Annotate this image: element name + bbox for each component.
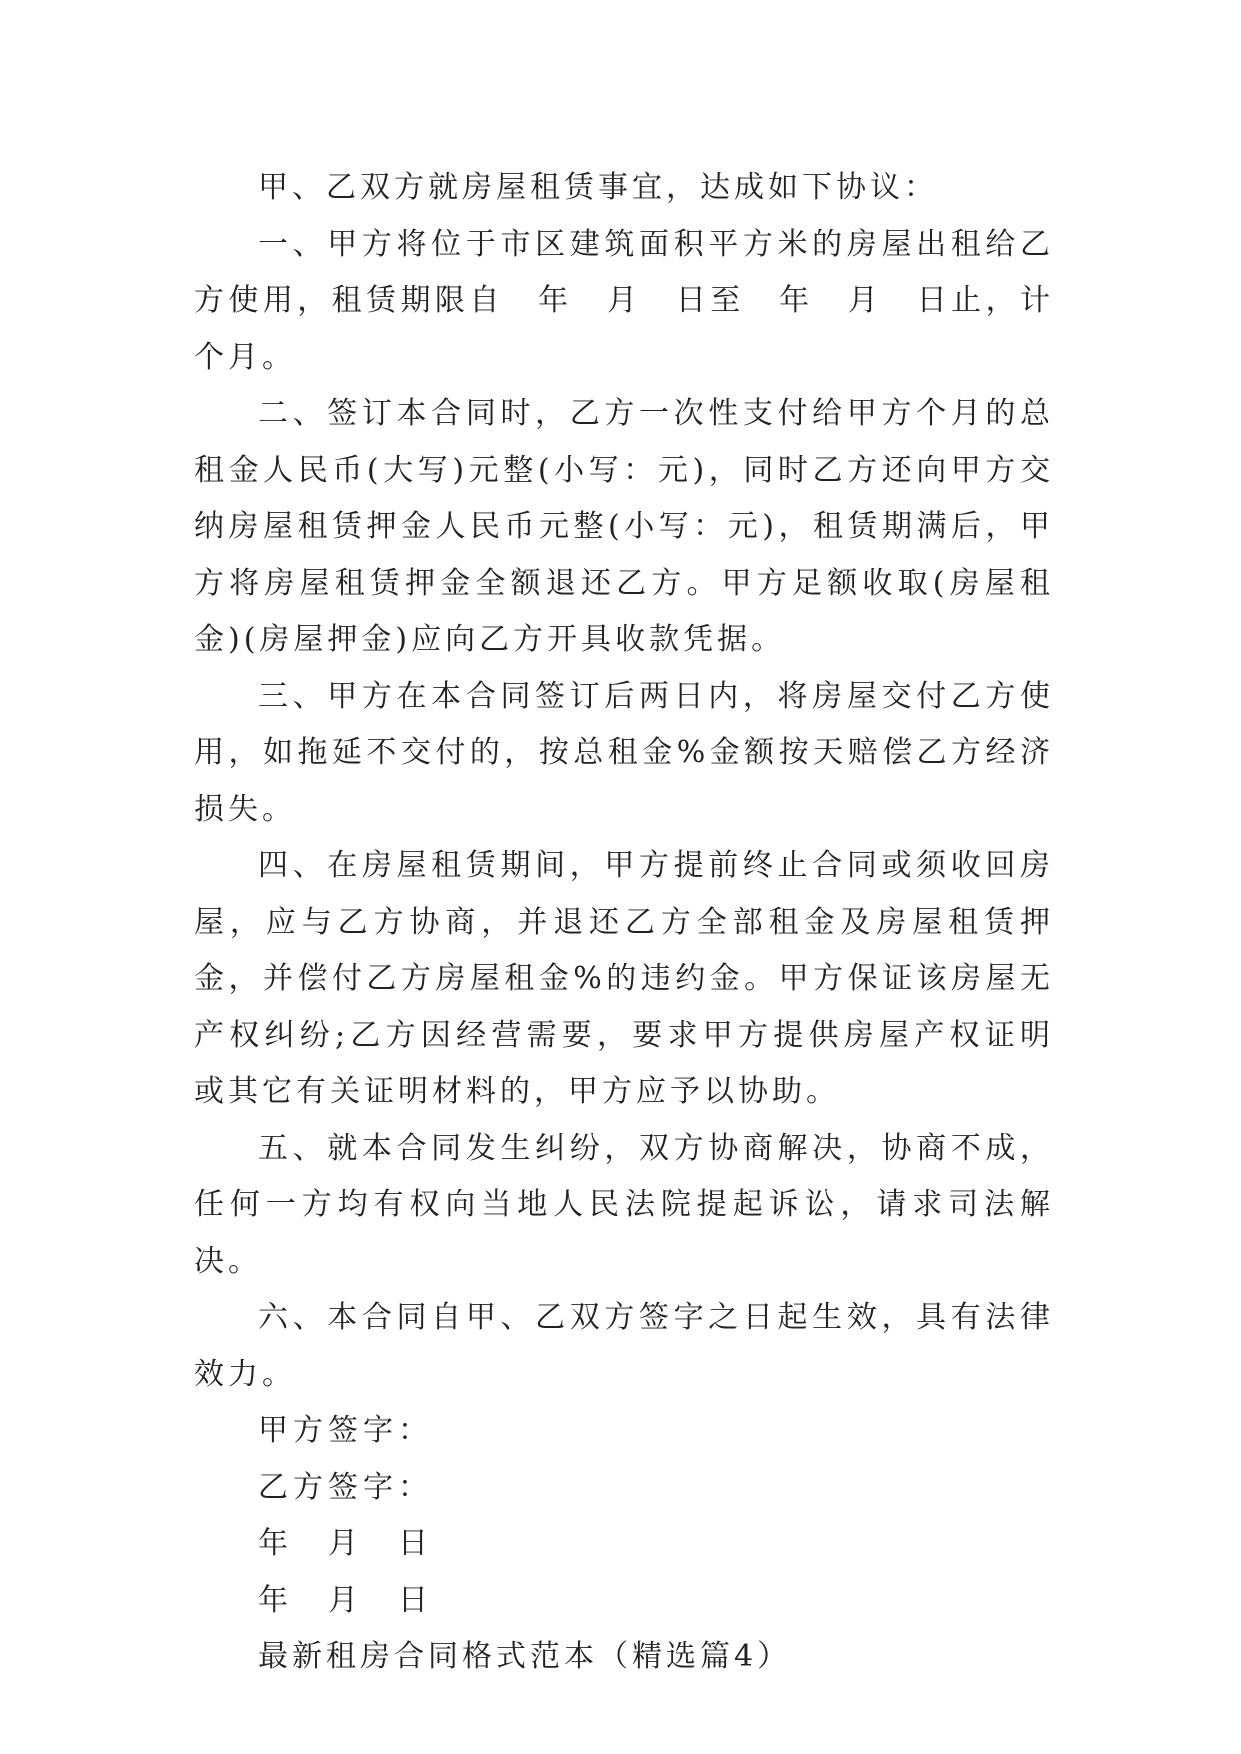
paragraph-clause-1: 一、甲方将位于市区建筑面积平方米的房屋出租给乙方使用，租赁期限自 年 月 日至 年 月 日止，计个月。	[194, 226, 1054, 375]
paragraph-clause-5: 五、就本合同发生纠纷，双方协商解决，协商不成，任何一方均有权向当地人民法院提起诉讼，请求司法解决。	[194, 1130, 1054, 1279]
paragraph-clause-6: 六、本合同自甲、乙双方签字之日起生效，具有法律效力。	[194, 1300, 1054, 1392]
date-line-a: 年 月 日	[258, 1526, 433, 1561]
date-line-b: 年 月 日	[258, 1582, 433, 1618]
paragraph-intro: 甲、乙双方就房屋租赁事宜，达成如下协议：	[258, 170, 938, 205]
contract-body	[194, 160, 1054, 1686]
paragraph-clause-3: 三、甲方在本合同签订后两日内，将房屋交付乙方使用，如拖延不交付的，按总租金%金额按天赔偿乙方经济损失。	[194, 678, 1054, 827]
signature-party-b: 乙方签字：	[258, 1469, 433, 1505]
next-section-title: 最新租房合同格式范本（精选篇4）	[258, 1639, 792, 1674]
signature-party-a: 甲方签字：	[258, 1413, 433, 1448]
paragraph-clause-4: 四、在房屋租赁期间，甲方提前终止合同或须收回房屋，应与乙方协商，并退还乙方全部租金及房屋租赁押金，并偿付乙方房屋租金%的违约金。甲方保证该房屋无产权纠纷;乙方因经营需要，要求甲方提供房屋产权证明或其它有关证明材料的，甲方应予以协助。	[194, 848, 1054, 1109]
paragraph-clause-2: 二、签订本合同时，乙方一次性支付给甲方个月的总租金人民币(大写)元整(小写：元)，同时乙方还向甲方交纳房屋租赁押金人民币元整(小写：元)，租赁期满后，甲方将房屋租赁押金全额退还乙方。甲方足额收取(房屋租金)(房屋押金)应向乙方开具收款凭据。	[194, 396, 1054, 657]
